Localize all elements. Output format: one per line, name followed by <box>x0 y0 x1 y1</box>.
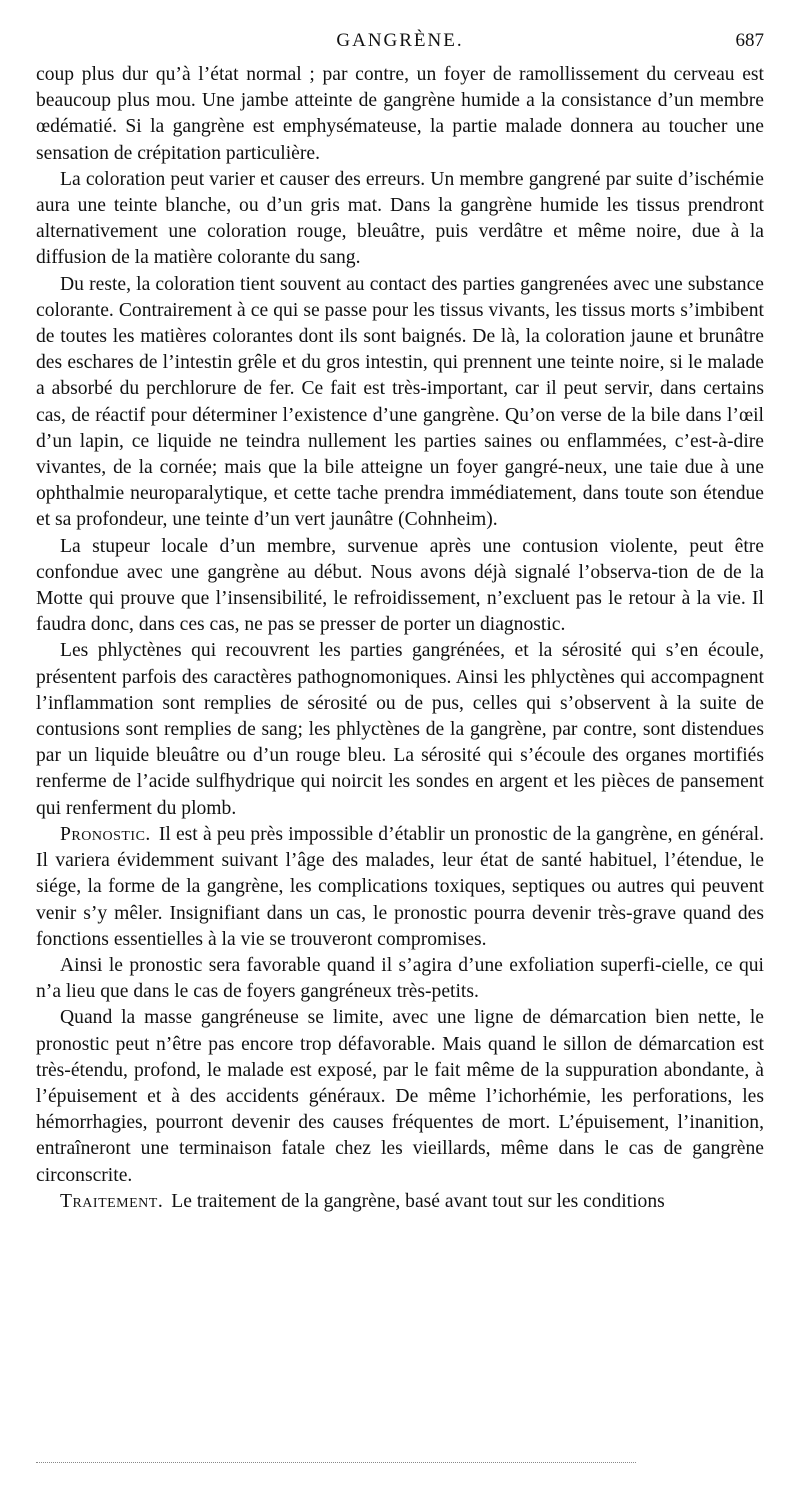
section-heading-pronostic: Pronostic. <box>60 823 151 845</box>
running-header <box>36 30 764 58</box>
page-number: 687 <box>735 30 764 51</box>
paragraph-traitement <box>36 1189 764 1215</box>
paragraph: Les phlyctènes qui recouvrent les parties gangrénées, et la sérosité qui s’en écoule, présentent parfois des caractères pathognomoniques. Ainsi les phlyctènes qui accompagnent l’inflammation sont remplies de sérosité ou de pus, celles qui s’observent à la suite de contusions sont remplies de sang; les phlyctènes de la gangrène, par contre, sont distendues par un liquide bleuâtre ou d’un rouge bleu. La sérosité qui s’écoule des organes mortifiés renferme de l’acide sulfhydrique qui noircit les sondes en argent et les pièces de pansement qui renferment du plomb. <box>36 640 764 819</box>
paragraph-text: Il est à peu près impossible d’établir un pronostic de la gangrène, en général. Il variera évidemment suivant l’âge des malades, leur état de santé habituel, l’étendue, le siége, la forme de la gangrène, les complications toxiques, septiques ou autres qui peuvent venir s’y mêler. Insignifiant dans un cas, le pronostic pourra devenir très-grave quand des fonctions essentielles à la vie se trouveront compromises. <box>36 823 764 950</box>
body-text <box>36 62 764 1215</box>
section-heading-traitement: Traitement. <box>60 1190 164 1212</box>
paragraph: coup plus dur qu’à l’état normal ; par contre, un foyer de ramollissement du cerveau est beaucoup plus mou. Une jambe atteinte de gangrène humide a la consistance d’un membre œdématié. Si la gangrène est emphysémateuse, la partie malade donnera au toucher une sensation de crépitation particulière. <box>36 64 764 164</box>
paragraph: La stupeur locale d’un membre, survenue après une contusion violente, peut être confondue avec une gangrène au début. Nous avons déjà signalé l’observa-tion de de la Motte qui prouve que l’insensibilité, le refroidissement, n’excluent pas le retour à la vie. Il faudra donc, dans ces cas, ne pas se presser de porter un diagnostic. <box>36 535 764 636</box>
paragraph: Ainsi le pronostic sera favorable quand il s’agira d’une exfoliation superfi-cielle, ce qui n’a lieu que dans le cas de foyers gangréneux très-petits. <box>36 954 764 1003</box>
paragraph-text: Le traitement de la gangrène, basé avant tout sur les conditions <box>171 1190 665 1212</box>
paragraph: La coloration peut varier et causer des erreurs. Un membre gangrené par suite d’ischémie aura une teinte blanche, ou d’un gris mat. Dans la gangrène humide les tissus prendront alternativement une coloration rouge, bleuâtre, puis verdâtre et même noire, due à la diffusion de la matière colorante du sang. <box>36 168 764 269</box>
running-title: GANGRÈNE. <box>336 30 464 51</box>
paragraph: Du reste, la coloration tient souvent au contact des parties gangrenées avec une substance colorante. Contrairement à ce qui se passe pour les tissus vivants, les tissus morts s’imbibent de toutes les matières colorantes dont ils sont baignés. De là, la coloration jaune et brunâtre des eschares de l’intestin grêle et du gros intestin, qui prennent une teinte noire, si le malade a absorbé du perchlorure de fer. Ce fait est très-important, car il peut servir, dans certains cas, de réactif pour déterminer l’existence d’une gangrène. Qu’on verse de la bile dans l’œil d’un lapin, ce liquide ne teindra nullement les parties saines ou enflammées, c’est-à-dire vivantes, de la cornée; mais que la bile atteigne un foyer gangré-neux, une taie due à une ophthalmie neuroparalytique, et cette tache prendra immédiatement, dans toute son étendue et sa profondeur, une teinte d’un vert jaunâtre (Cohnheim). <box>36 273 764 531</box>
paragraph: Quand la masse gangréneuse se limite, avec une ligne de démarcation bien nette, le pronostic peut n’être pas encore trop défavorable. Mais quand le sillon de démarcation est très-étendu, profond, le malade est exposé, par le fait même de la suppuration abondante, à l’épuisement et à des accidents généraux. De même l’ichorhémie, les perforations, les hémorrhagies, pourront devenir des causes fréquentes de mort. L’épuisement, l’inanition, entraîneront une terminaison fatale chez les vieillards, même dans le cas de gangrène circonscrite. <box>36 1007 764 1186</box>
paragraph-pronostic <box>36 822 764 953</box>
footer-rule <box>36 1462 636 1463</box>
